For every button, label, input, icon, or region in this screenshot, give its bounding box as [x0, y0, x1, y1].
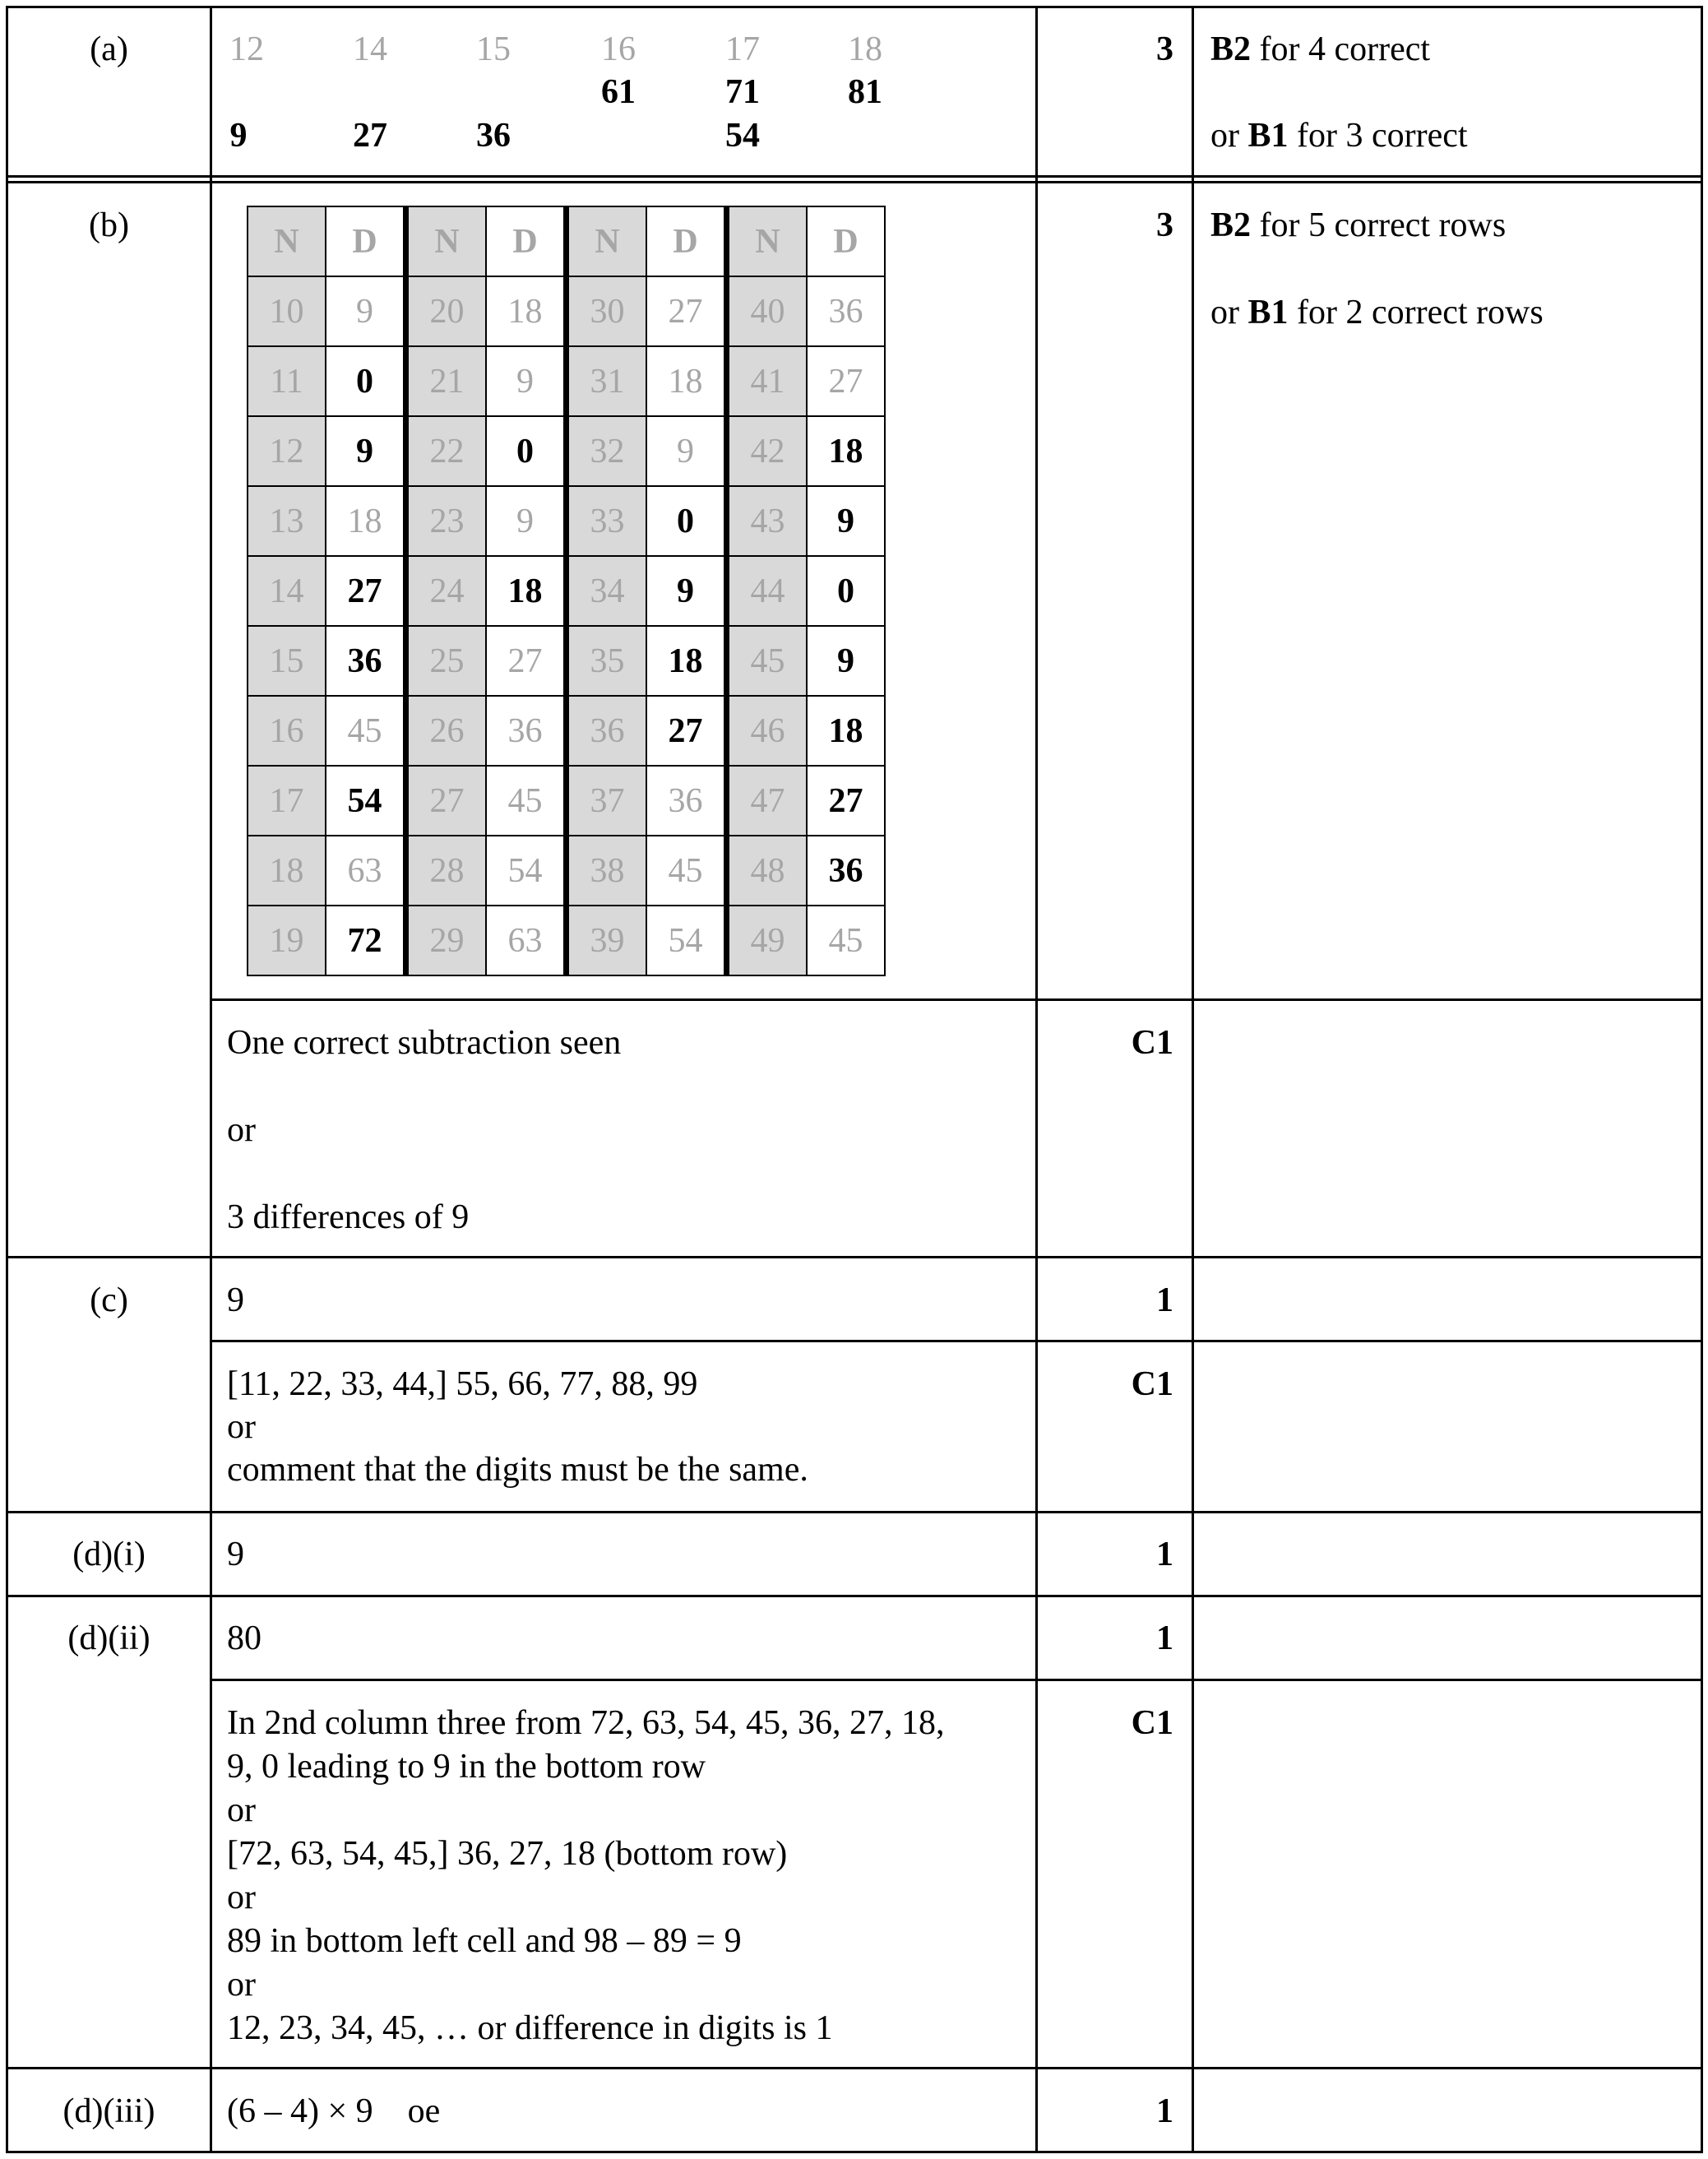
n-cell: 25: [406, 626, 487, 696]
communication-line: or: [227, 1408, 256, 1446]
column-header-n: N: [727, 206, 808, 276]
guidance-text: or: [1210, 117, 1248, 155]
d-cell: 9: [326, 416, 406, 486]
guidance-code: B1: [1247, 117, 1289, 155]
table-row: [248, 556, 885, 626]
column-header-d: D: [486, 206, 567, 276]
part-label-d-iii: (d)(iii): [62, 2092, 155, 2130]
communication-line: [72, 63, 54, 45,] 36, 27, 18 (bottom row): [227, 1835, 788, 1873]
guidance-text: or: [1210, 294, 1248, 331]
d-cell: 18: [646, 346, 727, 416]
guidance-text: for 5 correct rows: [1251, 206, 1507, 244]
n-cell: 40: [727, 276, 808, 346]
communication-line: or: [227, 1111, 256, 1149]
answer-text: (6 – 4) × 9 oe: [227, 2092, 441, 2130]
communication-line: 3 differences of 9: [227, 1198, 470, 1236]
mark-value: 3: [1156, 206, 1173, 244]
d-cell: 54: [486, 836, 567, 906]
d-cell: 9: [807, 486, 885, 556]
d-cell: 18: [486, 276, 567, 346]
mark-value: C1: [1131, 1024, 1173, 1062]
header-value: 18: [848, 30, 882, 68]
d-cell: 45: [486, 766, 567, 836]
n-cell: 13: [248, 486, 326, 556]
answer-value: 36: [476, 117, 511, 155]
d-cell: 0: [807, 556, 885, 626]
d-cell: 27: [646, 696, 727, 766]
d-cell: 9: [486, 346, 567, 416]
d-cell: 18: [326, 486, 406, 556]
d-cell: 18: [646, 626, 727, 696]
d-cell: 27: [486, 626, 567, 696]
d-cell: 27: [807, 766, 885, 836]
d-cell: 9: [646, 556, 727, 626]
answer-value: 81: [848, 73, 882, 111]
answer-value: 27: [353, 117, 387, 155]
answer-text: 9: [227, 1536, 244, 1573]
d-cell: 0: [486, 416, 567, 486]
d-cell: 36: [646, 766, 727, 836]
guidance-line: [1210, 30, 1430, 69]
n-cell: 49: [727, 906, 808, 975]
header-value: 12: [229, 30, 264, 68]
part-label-a: (a): [90, 30, 128, 68]
communication-line: comment that the digits must be the same.: [227, 1451, 808, 1489]
n-cell: 43: [727, 486, 808, 556]
d-cell: 36: [326, 626, 406, 696]
d-cell: 27: [326, 556, 406, 626]
n-cell: 37: [567, 766, 647, 836]
n-cell: 12: [248, 416, 326, 486]
n-cell: 39: [567, 906, 647, 975]
table-row: [248, 696, 885, 766]
d-cell: 27: [646, 276, 727, 346]
n-cell: 30: [567, 276, 647, 346]
answer-value: 61: [601, 73, 636, 111]
outer-right-border: [1701, 6, 1703, 2153]
mark-value: C1: [1131, 1365, 1173, 1403]
header-value: 14: [353, 30, 387, 68]
guidance-code: B1: [1247, 294, 1289, 331]
d-cell: 45: [326, 696, 406, 766]
part-label-c: (c): [90, 1281, 128, 1319]
column-divider-2: [1035, 6, 1038, 2153]
n-cell: 14: [248, 556, 326, 626]
table-row: [248, 836, 885, 906]
n-cell: 21: [406, 346, 487, 416]
communication-line: 12, 23, 34, 45, … or difference in digits is 1: [227, 2009, 833, 2047]
row-separator: [210, 1679, 1703, 1681]
row-separator: [6, 2067, 1703, 2069]
d-cell: 63: [486, 906, 567, 975]
n-cell: 17: [248, 766, 326, 836]
n-cell: 48: [727, 836, 808, 906]
column-header-d: D: [646, 206, 727, 276]
part-label-b: (b): [89, 206, 129, 244]
mark-value: 1: [1156, 2092, 1173, 2130]
guidance-text: for 4 correct: [1251, 30, 1431, 68]
table-row: [248, 276, 885, 346]
n-cell: 35: [567, 626, 647, 696]
answer-text: 80: [227, 1619, 262, 1657]
row-separator: [6, 1511, 1703, 1513]
row-separator: [210, 998, 1703, 1001]
n-cell: 15: [248, 626, 326, 696]
n-cell: 33: [567, 486, 647, 556]
n-cell: 41: [727, 346, 808, 416]
d-cell: 54: [326, 766, 406, 836]
communication-line: 89 in bottom left cell and 98 – 89 = 9: [227, 1922, 742, 1960]
d-cell: 36: [807, 836, 885, 906]
row-separator: [210, 1340, 1703, 1342]
guidance-code: B2: [1210, 206, 1252, 244]
guidance-text: for 3 correct: [1288, 117, 1468, 155]
header-value: 17: [725, 30, 760, 68]
n-cell: 22: [406, 416, 487, 486]
communication-line: 9, 0 leading to 9 in the bottom row: [227, 1748, 706, 1786]
guidance-line: [1210, 293, 1544, 332]
row-separator: [6, 1595, 1703, 1597]
n-cell: 42: [727, 416, 808, 486]
d-cell: 63: [326, 836, 406, 906]
part-b-top-border: [6, 181, 1703, 183]
header-value: 16: [601, 30, 636, 68]
d-cell: 45: [807, 906, 885, 975]
n-cell: 46: [727, 696, 808, 766]
n-cell: 31: [567, 346, 647, 416]
n-cell: 29: [406, 906, 487, 975]
d-cell: 9: [807, 626, 885, 696]
table-row: [248, 626, 885, 696]
n-cell: 36: [567, 696, 647, 766]
d-cell: 0: [646, 486, 727, 556]
answer-value: 54: [725, 117, 760, 155]
d-cell: 18: [807, 416, 885, 486]
part-label-d-i: (d)(i): [72, 1536, 146, 1573]
d-cell: 27: [807, 346, 885, 416]
n-cell: 11: [248, 346, 326, 416]
column-divider-1: [210, 6, 212, 2153]
answer-value: 71: [725, 73, 760, 111]
n-cell: 32: [567, 416, 647, 486]
guidance-line: [1210, 116, 1468, 155]
row-separator: [6, 1256, 1703, 1258]
column-header-n: N: [406, 206, 487, 276]
d-cell: 18: [807, 696, 885, 766]
communication-line: [11, 22, 33, 44,] 55, 66, 77, 88, 99: [227, 1365, 698, 1403]
n-cell: 24: [406, 556, 487, 626]
guidance-line: [1210, 206, 1506, 245]
mark-value: 1: [1156, 1281, 1173, 1319]
n-cell: 47: [727, 766, 808, 836]
column-header-d: D: [807, 206, 885, 276]
mark-value: C1: [1131, 1704, 1173, 1742]
communication-line: or: [227, 1966, 256, 2004]
column-divider-3: [1192, 6, 1194, 2153]
n-cell: 38: [567, 836, 647, 906]
n-cell: 19: [248, 906, 326, 975]
answer-value: 9: [229, 117, 248, 155]
d-cell: 18: [486, 556, 567, 626]
d-cell: 9: [486, 486, 567, 556]
part-label-d-ii: (d)(ii): [67, 1619, 150, 1657]
n-cell: 34: [567, 556, 647, 626]
table-row: [248, 766, 885, 836]
outer-top-border: [6, 6, 1703, 8]
table-row: [248, 486, 885, 556]
nd-table: [247, 206, 886, 976]
d-cell: 36: [807, 276, 885, 346]
outer-bottom-border: [6, 2151, 1703, 2153]
mark-value: 1: [1156, 1536, 1173, 1573]
column-header-d: D: [326, 206, 406, 276]
table-row: [248, 346, 885, 416]
header-value: 15: [476, 30, 511, 68]
d-cell: 72: [326, 906, 406, 975]
outer-left-border: [6, 6, 8, 2153]
n-cell: 27: [406, 766, 487, 836]
n-cell: 23: [406, 486, 487, 556]
mark-value: 3: [1156, 30, 1173, 68]
n-cell: 44: [727, 556, 808, 626]
column-header-n: N: [567, 206, 647, 276]
d-cell: 45: [646, 836, 727, 906]
n-cell: 28: [406, 836, 487, 906]
answer-text: 9: [227, 1281, 244, 1319]
d-cell: 54: [646, 906, 727, 975]
d-cell: 9: [646, 416, 727, 486]
table-row: [248, 416, 885, 486]
part-a-bottom-border: [6, 175, 1703, 178]
guidance-text: for 2 correct rows: [1288, 294, 1544, 331]
communication-line: In 2nd column three from 72, 63, 54, 45, 36, 27, 18,: [227, 1704, 945, 1742]
d-cell: 36: [486, 696, 567, 766]
table-row: [248, 906, 885, 975]
n-cell: 10: [248, 276, 326, 346]
guidance-code: B2: [1210, 30, 1252, 68]
column-header-n: N: [248, 206, 326, 276]
d-cell: 0: [326, 346, 406, 416]
n-cell: 18: [248, 836, 326, 906]
communication-line: or: [227, 1791, 256, 1829]
communication-line: or: [227, 1879, 256, 1916]
communication-line: One correct subtraction seen: [227, 1024, 622, 1062]
mark-value: 1: [1156, 1619, 1173, 1657]
n-cell: 20: [406, 276, 487, 346]
n-cell: 45: [727, 626, 808, 696]
n-cell: 26: [406, 696, 487, 766]
n-cell: 16: [248, 696, 326, 766]
d-cell: 9: [326, 276, 406, 346]
